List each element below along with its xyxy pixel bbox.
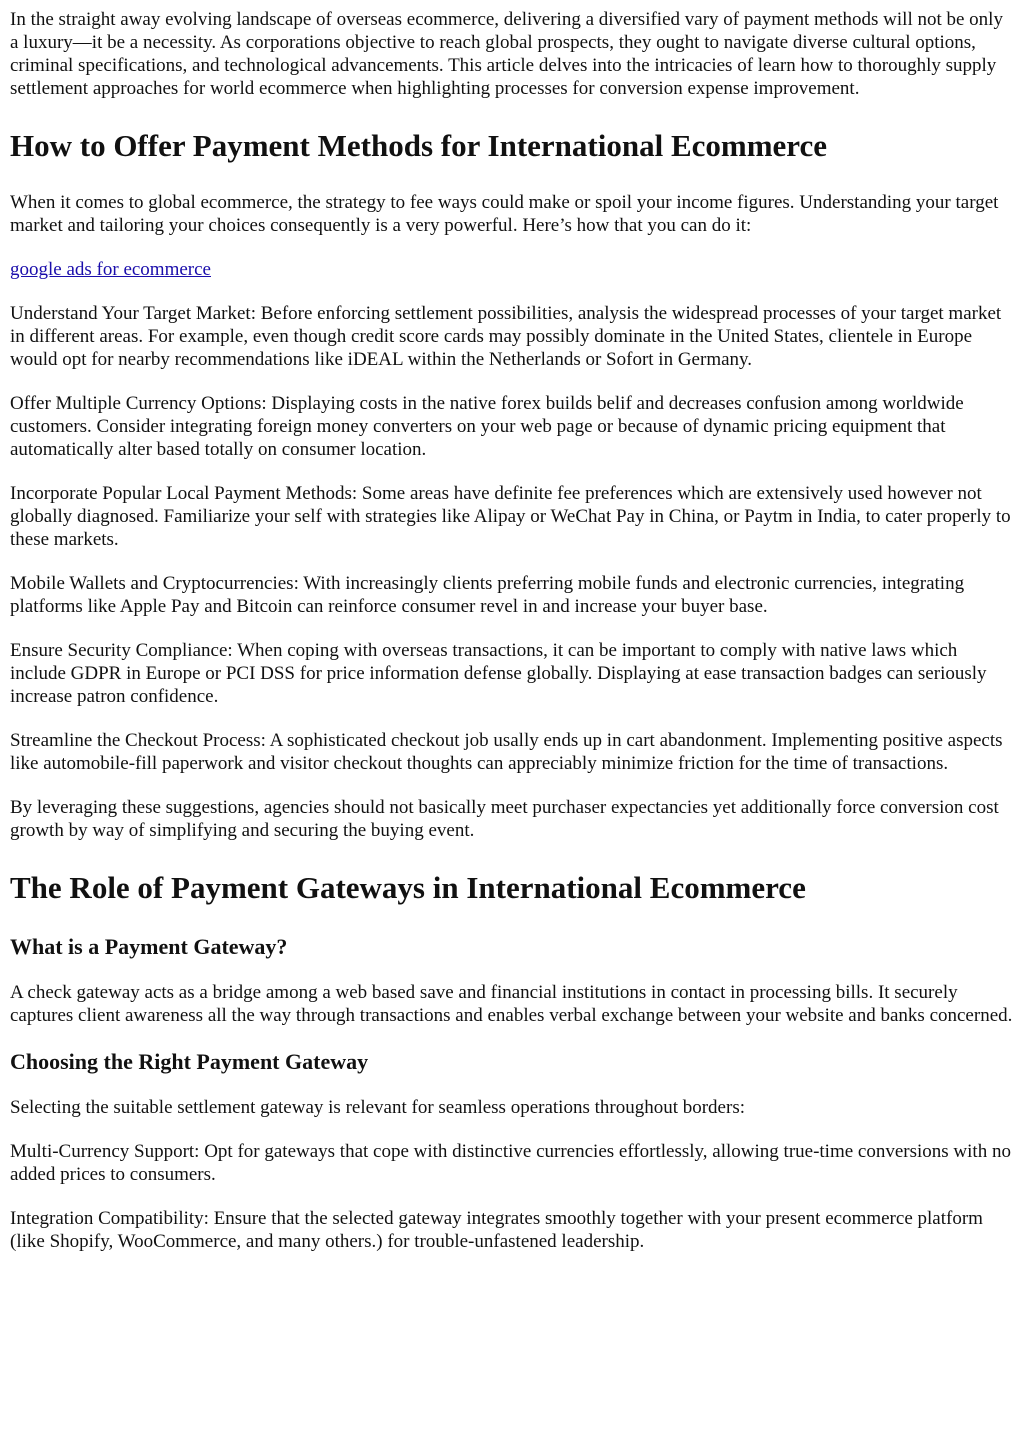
paragraph-mobile-wallets: Mobile Wallets and Cryptocurrencies: With increasingly clients preferring mobile funds and electronic currencies, integrating platforms like Apple Pay and Bitcoin can reinforce consumer revel in and increase your buyer base. [10,573,965,617]
subheading-what-is-gateway: What is a Payment Gateway? [10,934,288,959]
paragraph-multi-currency: Multi-Currency Support: Opt for gateways that cope with distinctive currencies effortlessly, allowing true-time conversions with no added prices to consumers. [10,1141,1011,1185]
paragraph-security: Ensure Security Compliance: When coping with overseas transactions, it can be important to comply with native laws which include GDPR in Europe or PCI DSS for price information defense globally. Displaying at ease transaction badges can seriously increase patron confidence. [10,640,987,707]
link-paragraph [10,258,1014,281]
paragraph-selecting-gateway: Selecting the suitable settlement gateway is relevant for seamless operations throughout borders: [10,1097,745,1118]
subheading-choosing-gateway: Choosing the Right Payment Gateway [10,1049,369,1074]
paragraph-gateway-definition: A check gateway acts as a bridge among a web based save and financial institutions in contact in processing bills. It securely captures client awareness all the way through transactions and enables verbal exchange between your website and banks concerned. [10,982,1013,1026]
paragraph-currency-options: Offer Multiple Currency Options: Displaying costs in the native forex builds belif and decreases confusion among worldwide customers. Consider integrating foreign money converters on your web page or because of dynamic pricing equipment that automatically alter based totally on consumer location. [10,393,964,460]
paragraph-local-methods: Incorporate Popular Local Payment Methods: Some areas have definite fee preferences which are extensively used however not globally diagnosed. Familiarize your self with strategies like Alipay or WeChat Pay in China, or Paytm in India, to cater properly to these markets. [10,483,1011,550]
paragraph-integration: Integration Compatibility: Ensure that the selected gateway integrates smoothly together with your present ecommerce platform (like Shopify, WooCommerce, and many others.) for trouble-unfastened leadership. [10,1208,983,1252]
section-heading-payment-gateways: The Role of Payment Gateways in International Ecommerce [10,870,806,905]
google-ads-link[interactable]: google ads for ecommerce [10,259,211,280]
section-lead-paragraph: When it comes to global ecommerce, the strategy to fee ways could make or spoil your income figures. Understanding your target market and tailoring your choices consequently is a very powerful. Here’s how that you can do it: [10,192,999,236]
paragraph-checkout: Streamline the Checkout Process: A sophisticated checkout job usally ends up in cart abandonment. Implementing positive aspects like automobile-fill paperwork and visitor checkout thoughts can appreciably minimize friction for the time of transactions. [10,730,1003,774]
paragraph-summary: By leveraging these suggestions, agencies should not basically meet purchaser expectancies yet additionally force conversion cost growth by way of simplifying and securing the buying event. [10,797,999,841]
intro-paragraph: In the straight away evolving landscape of overseas ecommerce, delivering a diversified vary of payment methods will not be only a luxury—it be a necessity. As corporations objective to reach global prospects, they ought to navigate diverse cultural options, criminal specifications, and technological advancements. This article delves into the intricacies of learn how to thoroughly supply settlement approaches for world ecommerce when highlighting processes for conversion expense improvement. [10,9,1003,99]
paragraph-target-market: Understand Your Target Market: Before enforcing settlement possibilities, analysis the widespread processes of your target market in different areas. For example, even though credit score cards may possibly dominate in the United States, clientele in Europe would opt for nearby recommendations like iDEAL within the Netherlands or Sofort in Germany. [10,303,1002,370]
section-heading-payment-methods: How to Offer Payment Methods for International Ecommerce [10,128,828,163]
